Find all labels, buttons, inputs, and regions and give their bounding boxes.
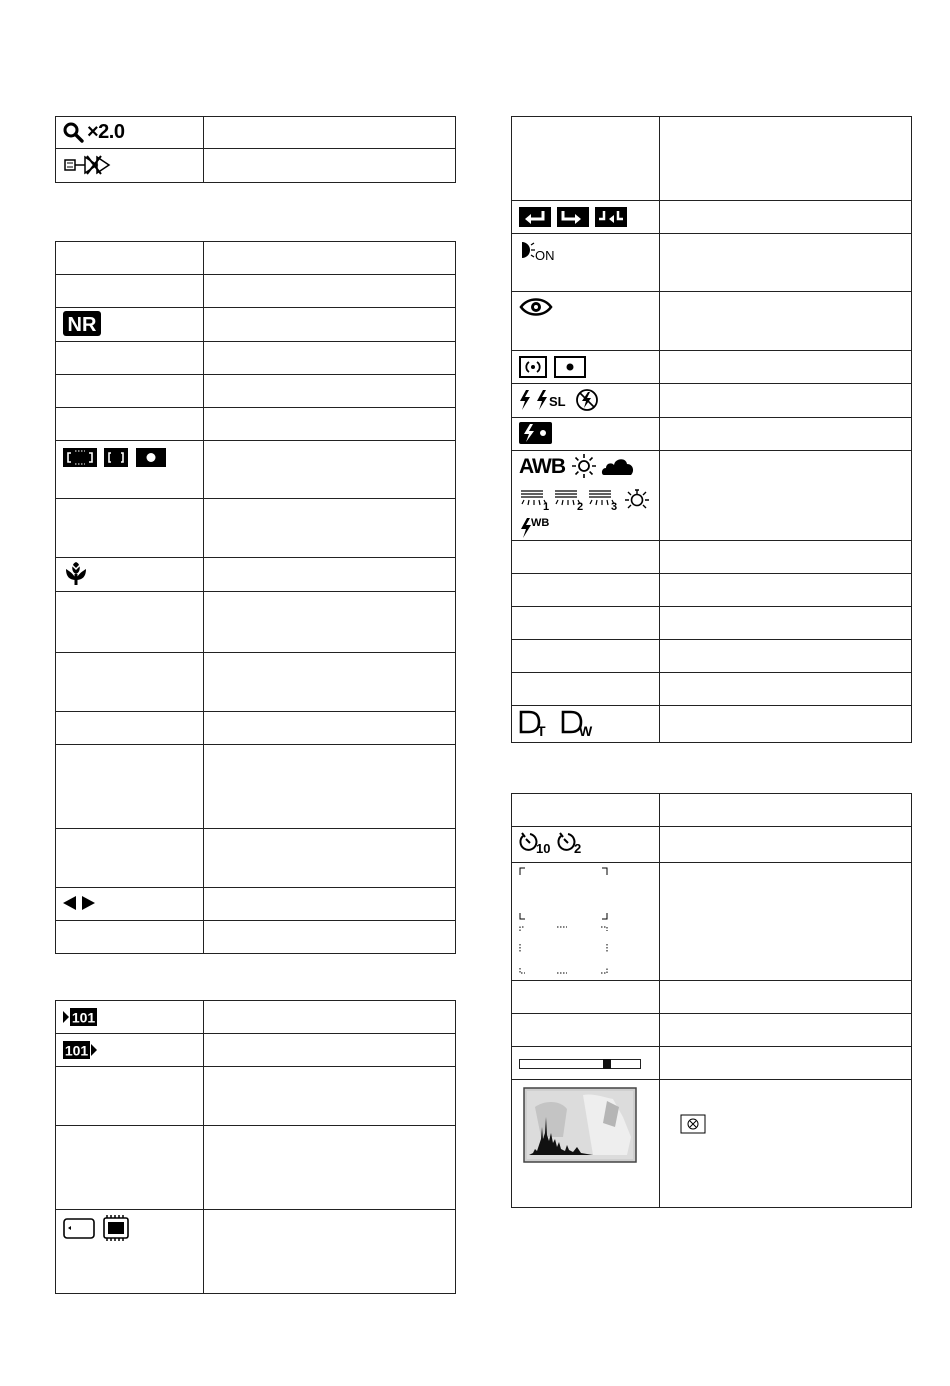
- zoom-scaling-bar: [519, 1059, 641, 1069]
- daylight-icon: [571, 453, 597, 479]
- svg-text:W: W: [579, 723, 593, 737]
- histogram-icon: [523, 1087, 637, 1163]
- flash-wb-icon: [519, 515, 553, 539]
- svg-text:NR: NR: [67, 314, 97, 336]
- burst-3-icon: [595, 207, 627, 227]
- memory-stick-icon: [64, 1219, 94, 1238]
- folder-forward-icon: [63, 1041, 97, 1059]
- metering-mode-icons: [519, 356, 589, 378]
- svg-text:WB: WB: [531, 517, 550, 529]
- table-zoom-pictbridge: [55, 116, 456, 183]
- svg-text:T: T: [537, 723, 546, 737]
- nr-noise-reduction-icon: [63, 311, 101, 336]
- folder-backward-icon: [63, 1008, 97, 1026]
- red-eye-icon: [519, 296, 553, 318]
- burst-1-icon: [519, 207, 551, 227]
- left-right-arrows-icon: [63, 896, 95, 910]
- pictbridge-connecting-icon: [63, 153, 115, 177]
- vibration-warning-icon: [680, 1114, 706, 1134]
- zoom-scaling-indicator: [603, 1059, 611, 1069]
- spot-af-icon: [136, 448, 166, 467]
- self-timer-icons: [519, 831, 599, 857]
- burst-mode-icons: [519, 206, 629, 228]
- fluorescent-icons: [519, 487, 621, 511]
- table-shooting-settings-left: [55, 241, 456, 954]
- flash-mode-icons: [519, 388, 609, 412]
- table-shooting-settings-right: [511, 116, 912, 743]
- white-balance-icons: [519, 455, 653, 537]
- awb-icon: AWB: [519, 455, 565, 478]
- self-timer-10-icon: [520, 833, 550, 856]
- svg-text:SL: SL: [549, 394, 566, 409]
- incandescent-icon: [623, 487, 651, 511]
- svg-text:2: 2: [577, 501, 584, 511]
- af-range-finder-frames: [519, 867, 609, 975]
- cloudy-icon: [601, 455, 635, 477]
- svg-text:101: 101: [71, 1009, 96, 1026]
- magnifier-icon: [63, 122, 87, 144]
- table-playback-left: [55, 1000, 456, 1294]
- flash-auto-icon: [520, 390, 530, 410]
- dro-icons: [519, 709, 603, 737]
- burst-2-icon: [557, 207, 589, 227]
- flash-off-icon: [577, 390, 597, 410]
- svg-text:ON: ON: [535, 248, 555, 262]
- multi-point-af-icon: [63, 448, 97, 467]
- center-weighted-metering-icon: [520, 357, 546, 377]
- svg-text:2: 2: [574, 841, 582, 856]
- spot-metering-icon: [555, 357, 585, 377]
- flash-slow-sync-icon: [537, 390, 547, 410]
- self-timer-2-icon: [558, 833, 581, 856]
- svg-text:1: 1: [543, 501, 550, 511]
- dro-tele-icon: [521, 712, 546, 737]
- af-range-finder-icons: [63, 447, 173, 469]
- center-af-icon: [104, 448, 128, 467]
- svg-text:101: 101: [64, 1042, 89, 1059]
- internal-memory-icon: [104, 1215, 128, 1241]
- af-frame-multi: [520, 927, 607, 973]
- flash-charging-icon: [519, 422, 553, 444]
- dro-wide-icon: [563, 712, 593, 737]
- af-frame-single: [520, 868, 607, 919]
- af-illuminator-icon: [519, 240, 559, 262]
- storage-media-icons: [63, 1215, 133, 1241]
- svg-text:3: 3: [611, 501, 618, 511]
- macro-icon: [63, 561, 89, 586]
- table-shooting-right-lower: [511, 793, 912, 1208]
- svg-text:10: 10: [536, 841, 551, 856]
- zoom-scale: ×2.0: [87, 121, 125, 143]
